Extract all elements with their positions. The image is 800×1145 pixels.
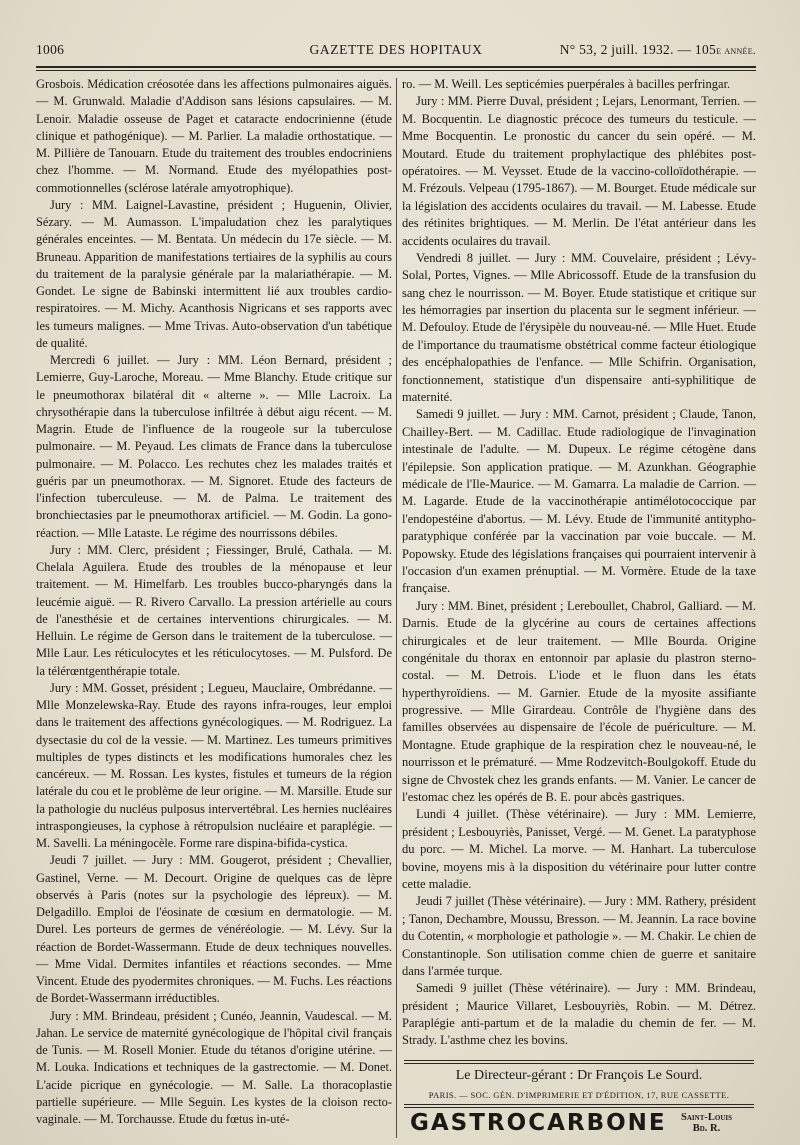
ad-title: GASTROCARBONE <box>410 1110 667 1136</box>
paragraph: Vendredi 8 juillet. — Jury : MM. Couvelaire, président ; Lévy-Solal, Portes, Vignes. — Mlle Abricossoff. Etude de la transfusion du sang chez le nourrisson. — M. Boyer. Etude statistique et critique sur les hémorragies par insertion du placenta sur le segment inférieur. — M. Defouloy. Etude de l'érysipèle du nouveau-né. — Mlle Huet. Etude de l'importance du traumatisme obstétrical comme facteur étiologique des encéphalopathies de l'enfance. — Mlle Schifrin. Organisation, fonctionnement, statistique d'un dispensaire anti-syphilitique de maternité. <box>402 250 756 405</box>
paragraph: Jeudi 7 juillet. — Jury : MM. Gougerot, président ; Chevallier, Gastinel, Verne. — M. Decourt. Origine de quelques cas de lèpre observés à Paris (notes sur la psychologie des lépreux). — M. Delgadillo. Emploi de l'éosinate de cœsium en dermatologie. — M. Durel. Les porteurs de germes de vénéréologie. — M. Lévy. Sur la réaction de Bordet-Wassermann. Etude de deux techniques nouvelles. — Mme Vidal. Dermites infantiles et réactions secondes. — Mme Vincent. Etude des pyodermites chroniques. — M. Fuchs. Les réactions de Bordet-Wassermann irréductibles. <box>36 853 392 1006</box>
paragraph: Grosbois. Médication créosotée dans les affections pulmonaires aiguës. — M. Grunwald. Maladie d'Addison sans lésions capsulaires. — M. Lenoir. Maladie osseuse de Paget et cataracte endocrinienne (étude clinique et pathogénique). — M. Parlier. La maladie orthostatique. — M. Pillière de Tanouarn. Etude du traitement des troubles endocriniens chez l'homme. — M. Normand. Etude des myélopathies post-commotionnelles (sclérose latérale amyotrophique). <box>36 77 392 195</box>
paragraph: Jury : MM. Pierre Duval, président ; Lejars, Lenormant, Terrien. — M. Bocquentin. Le diagnostic précoce des tumeurs du testicule. — Mme Bocquentin. Le pronostic du cancer du sein opéré. — M. Moutard. Etude du traitement prophylactique des phlébites post-opératoires. — M. Veysset. Etude de la vaccino-colloïdothérapie. — M. Frézouls. Velpeau (1795-1867). — M. Bourget. Etude médicale sur la législation des accidents oculaires du travail. — M. Labesse. Etude des rétinites brightiques. — M. Merlin. De l'état antérieur dans les accidents oculaires du travail. <box>402 94 756 248</box>
ad-line-2: Bd. R. <box>692 1123 721 1134</box>
header-rule-thick <box>36 66 756 68</box>
issue-info <box>560 42 756 58</box>
paragraph: Samedi 9 juillet (Thèse vétérinaire). — Jury : MM. Brindeau, président ; Maurice Villaret, Lesbouyriès, Robin. — M. Détrez. Paraplégie anti-partum et de la maladie du chemin de fer. — M. Strady. L'asthme chez les bovins. <box>402 981 756 1048</box>
left-column <box>36 76 392 1128</box>
right-column <box>402 76 756 1050</box>
paragraph: Jury : MM. Gosset, président ; Legueu, Mauclaire, Ombrédanne. — Mlle Monzelewska-Ray. Etude des rayons infra-rouges, leur emploi dans le traitement des affections gynécologiques. — M. Rodriguez. La dysectasie du col de la vessie. — M. Martinez. Les tumeurs primitives multiples de types distincts et les modifications humorales chez les cancéreux. — M. Rossan. Les kystes, fistules et tumeurs de la région latérale du cou et le problème de leur origine. — M. Marsille. Etude sur la pathologie du nucléus pulposus intervertébral. Les hernies nucléaires intraspongieuses, la cyphose à rétropulsion nucléaire et paraplégie. — M. Savelli. La méningocèle. Forme rare dispina-bifida-cystica. <box>36 680 392 850</box>
paragraph: Samedi 9 juillet. — Jury : MM. Carnot, président ; Claude, Tanon, Chailley-Bert. — M. Cadillac. Etude radiologique de l'invagination intestinale de l'adulte. — M. Dupeux. Le régime cétogène dans l'épilepsie. Son application pratique. — M. Azunkhan. Géographie médicale de l'Ile-Maurice. — M. Gamarra. La maladie de Carrion. — M. Lagarde. Etude de la vaccinothérapie antimélotococcique par l'endopestéine d'abortus. — M. Lévy. Etude de l'immunité antitypho-paratyphique conférée par la vaccination par voie buccale. — M. Popowsky. Etude des législations françaises qui pourraient intervenir à l'occasion d'un examen prénuptial. — M. Vormère. Etude de la taxe française. <box>402 407 756 596</box>
paragraph: ro. — M. Weill. Les septicémies puerpérales à bacilles perfringar. <box>402 77 731 91</box>
footer-rule-bottom-thin <box>404 1107 754 1108</box>
footer-rule-top <box>404 1060 754 1061</box>
column-divider <box>396 78 397 1138</box>
paragraph: Jury : MM. Clerc, président ; Fiessinger, Brulé, Cathala. — M. Chelala Aguilera. Etude des troubles de la ménopause et leur traitement. — M. Himelfarb. Les troubles bucco-pharyngés dans la leucémie aiguë. — R. Rivero Carvallo. La pression artérielle au cours de l'anesthésie et de certaines interventions chirurgicales. — M. Helluin. Le régime de Gerson dans le traitement de la tuberculose. — Mlle Laur. Les réticulocytes et les réticulocytoses. — M. Pulsford. De la télérœntgenthérapie totale. <box>36 542 392 678</box>
paragraph: Jury : MM. Brindeau, président ; Cunéo, Jeannin, Vaudescal. — M. Jahan. Le service de maternité gynécologique de l'hôpital civil français de Tunis. — M. Rosell Monier. Etude du tétanos d'origine utérine. — M. Louka. Indications et techniques de la gastrectomie. — M. Donet. L'acide picrique en gynécologie. — M. Salle. La thoracoplastie partielle supérieure. — Mlle Seguin. Les kystes de la cloison recto-vaginale. — M. Torchausse. Etude du fœtus in-uté- <box>36 1008 392 1126</box>
header-rule-thin <box>36 70 756 71</box>
advertisement <box>404 1110 754 1140</box>
footer-rule-bottom <box>404 1104 754 1105</box>
footer-rule-top-thin <box>404 1063 754 1064</box>
paragraph: Jury : MM. Binet, président ; Lereboullet, Chabrol, Galliard. — M. Darnis. Etude de la glycérine au cours de certaines affections chirurgicales et de leur traitement. — Mlle Bourda. Origine congénitale du thorax en entonnoir par aplasie du plastron sterno-costal. — M. Detrois. L'iode et le fluon dans les états hyperthyroïdiens. — M. Garnier. Etude de la myosite assifiante progressive. — Mlle Girardeau. Contrôle de l'hygiène dans des familles observées au dispensaire de l'école de puériculture. — M. Montagne. Etude graphique de la respiration chez le nouveau-né, le nourrisson et le prématuré. — Mme Rodzevitch-Boulgokoff. Etude du signe de Chvostek chez les grands enfants. — M. Vanier. Le cancer de l'estomac chez les opérés de B. E. pour abcès gastriques. <box>402 598 756 805</box>
director-signature: Le Directeur-gérant : Dr François Le Sourd. <box>455 1068 703 1083</box>
ad-address <box>681 1112 732 1134</box>
paragraph: Jeudi 7 juillet (Thèse vétérinaire). — Jury : MM. Rathery, président ; Tanon, Dechambre, Moussu, Bresson. — M. Jeannin. La race bovine du Cotentin, « morphologie et pathologie ». — M. Chakir. Le chien de Constantinople. Son utilisation comme chien de guerre et sanitaire dans l'armée turque. <box>402 894 756 978</box>
printer-line: PARIS. — SOC. GÉN. D'IMPRIMERIE ET D'ÉDITION, 17, RUE CASSETTE. <box>428 1090 730 1100</box>
ad-line-1: Saint-Louis <box>681 1112 732 1123</box>
journal-title: GAZETTE DES HOPITAUX <box>309 42 483 57</box>
page-number: 1006 <box>36 42 65 57</box>
paragraph: Mercredi 6 juillet. — Jury : MM. Léon Bernard, président ; Lemierre, Guy-Laroche, Moreau. — Mme Blanchy. Etude critique sur le pneumothorax bilatéral dit « alterne ». — Mlle Lacroix. La chrysothérapie dans la tuberculose infiltrée à début aigu récent. — M. Magrin. Etude de l'influence de la rougeole sur la tuberculose pulmonaire. — M. Peyaud. Les climats de France dans la tuberculose pulmonaire. — M. Polacco. Les rechutes chez les malades traités et guéris par un pneumothorax. — M. Signoret. Etude des facteurs de l'infection tuberculeuse. — M. de Palma. Le traitement des bronchiectasies par le pneumothorax artificiel. — M. Godin. La gono-réaction. — Mlle Lataste. Le régime des nourrissons débiles. <box>36 353 392 540</box>
issue-suffix: e année. <box>716 45 756 57</box>
issue-text: N° 53, 2 juill. 1932. — 105 <box>559 42 717 57</box>
paragraph: Lundi 4 juillet. (Thèse vétérinaire). — Jury : MM. Lemierre, président ; Lesbouyriès, Panisset, Vergé. — M. Genet. La paratyphose du porc. — M. Michel. La morve. — M. Hanhart. La tuberculose bovine, moyens mis à la disposition du vétérinaire pour lutter contre cette maladie. <box>402 807 756 891</box>
paragraph: Jury : MM. Laignel-Lavastine, président ; Huguenin, Olivier, Sézary. — M. Aumasson. L'impaludation chez les paralytiques générales enceintes. — M. Bentata. Un médecin du 17e siècle. — M. Bruneau. Apparition de manifestations tertiaires de la syphilis au cours du traitement de la paralysie générale par la malariathérapie. — M. Gondet. Le signe de Babinski intermittent lié aux troubles cardio-respiratoires. — M. Michy. Acanthosis Nigricans et ses rapports avec les tumeurs malignes. — Mme Trivas. Auto-observation d'un tabétique de qualité. <box>36 197 392 350</box>
page-header <box>36 38 756 60</box>
